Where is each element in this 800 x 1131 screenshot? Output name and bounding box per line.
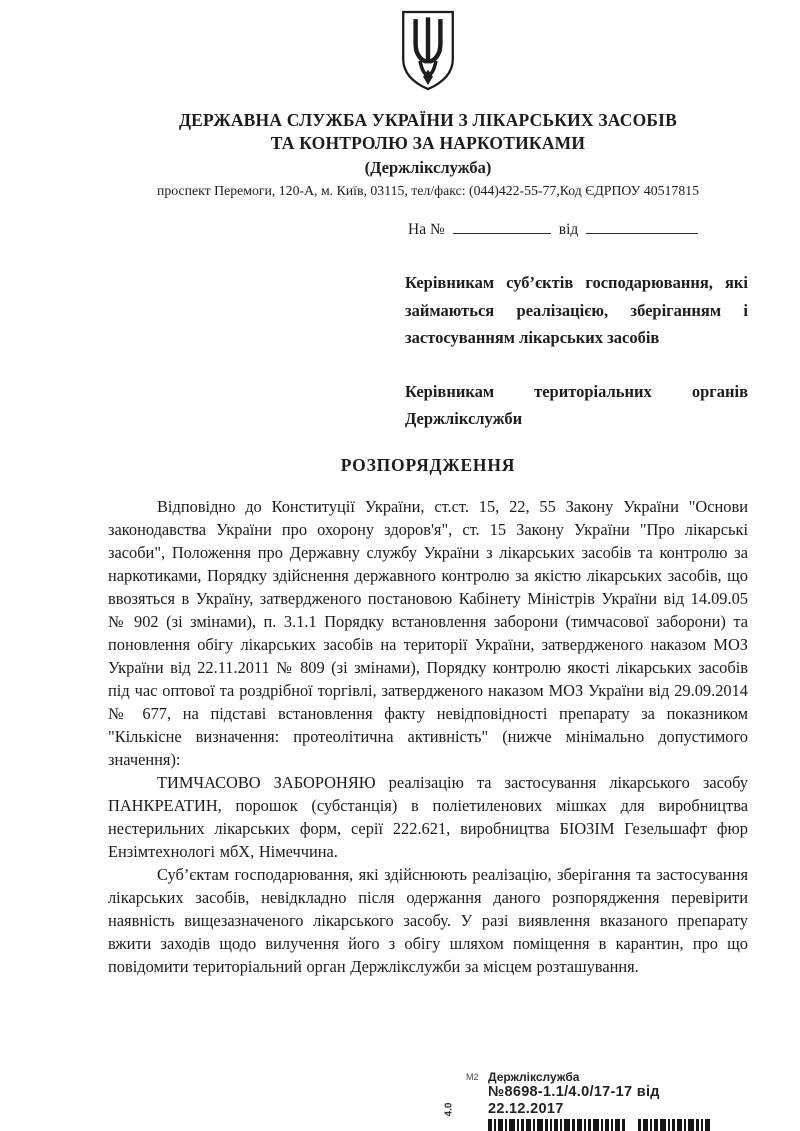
stamp-m2-label: М2 <box>466 1072 479 1082</box>
stamp-org-name: Держлікслужба <box>488 1070 580 1084</box>
org-name-line1: ДЕРЖАВНА СЛУЖБА УКРАЇНИ З ЛІКАРСЬКИХ ЗАСОБІВ <box>178 110 678 130</box>
reference-date-blank <box>586 220 698 234</box>
addressee-territorial-bodies: Керівникам територіальних органів Держлікслужби <box>405 381 748 428</box>
addressee-blocks <box>405 269 748 433</box>
org-address-line: проспект Перемоги, 120-А, м. Київ, 03115, тел/факс: (044)422-55-77,Код ЄДРПОУ 40517815 <box>156 183 700 198</box>
reference-prefix: На № <box>408 221 445 238</box>
barcode-icon <box>488 1119 710 1131</box>
org-name-line2: ТА КОНТРОЛЮ ЗА НАРКОТИКАМИ <box>270 133 586 153</box>
body-paragraph-prohibition: ТИМЧАСОВО ЗАБОРОНЯЮ реалізацію та застосування лікарського засобу ПАНКРЕАТИН, порошок (субстанція) в поліетиленових мішках для виробництва нестерильних лікарських форм, серії 222.621, виробництва БІОЗІМ Гезельшафт фюр Ензімтехнологі мбХ, Німеччина. <box>108 772 748 861</box>
registration-stamp <box>432 1068 732 1128</box>
reference-number-blank <box>453 220 551 234</box>
document-title: РОЗПОРЯДЖЕННЯ <box>340 454 516 475</box>
body-paragraph-instructions: Суб’єктам господарювання, які здійснюють реалізацію, зберігання та застосування лікарських засобів, невідкладно після одержання даного розпорядження перевірити наявність вищезазначеного лікарського засобу. У разі виявлення вказаного препарату вжити заходів щодо вилучення його з обігу шляхом поміщення в карантин, про що повідомити територіальний орган Держлікслужби за місцем розташування. <box>108 864 748 976</box>
ukraine-trident-emblem-icon <box>397 8 459 99</box>
org-short-name: (Держлікслужба) <box>364 158 492 177</box>
addressee-business-entities: Керівникам суб’єктів господарювання, які займаються реалізацією, зберіганням і застосуванням лікарських засобів <box>405 273 748 347</box>
reference-line <box>408 220 748 239</box>
document-body <box>108 495 748 978</box>
stamp-side-label: 4.0 <box>443 1102 455 1117</box>
stamp-text-lines <box>488 1070 732 1131</box>
org-name <box>108 109 748 155</box>
stamp-number-line: №8698-1.1/4.0/17-17 від 22.12.2017 <box>488 1084 660 1117</box>
body-paragraph-legal-basis: Відповідно до Конституції України, ст.ст. 15, 22, 55 Закону України "Основи законодавства України про охорону здоров'я", ст. 15 Закону України "Про лікарські засоби", Положення про Державну службу України з лікарських засобів та контролю за наркотиками, Порядку здійснення державного контролю за якістю лікарських засобів, що ввозяться в Україну, затвердженого постановою Кабінету Міністрів України від 14.09.05 № 902 (зі змінами), п. 3.1.1 Порядку встановлення заборони (тимчасової заборони) та поновлення обігу лікарських засобів на території України, затвердженого наказом МОЗ України від 22.11.2011 № 809 (зі змінами), Порядку контролю якості лікарських засобів під час оптової та роздрібної торгівлі, затвердженого наказом МОЗ України від 29.09.2014 № 677, на підставі встановлення факту невідповідності препарату за показником "Кількісне визначення: протеолітична активність" (нижче мінімально допустимого значення): <box>108 496 748 769</box>
reference-infix: від <box>558 221 579 238</box>
